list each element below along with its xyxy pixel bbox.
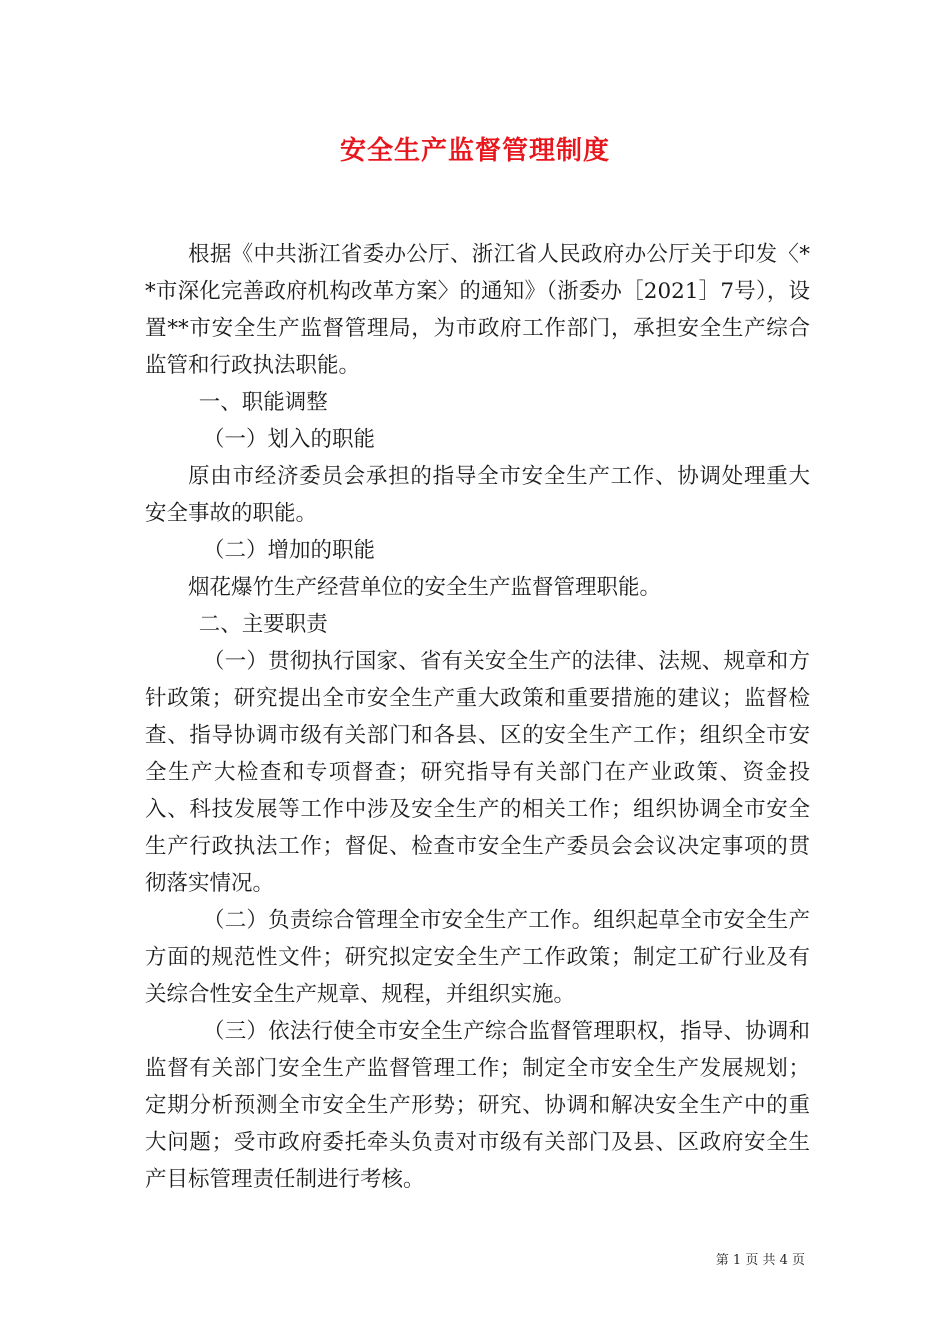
subsection-heading-1: （一）划入的职能 bbox=[203, 427, 376, 452]
document-body bbox=[145, 236, 810, 1198]
intro-paragraph: 根据《中共浙江省委办公厅、浙江省人民政府办公厅关于印发〈**市深化完善政府机构改革方案〉的通知》（浙委办［2021］7号），设置**市安全生产监督管理局，为市政府工作部门，承担安全生产综合监管和行政执法职能。 bbox=[145, 242, 810, 378]
duty-item-2: （二）负责综合管理全市安全生产工作。组织起草全市安全生产方面的规范性文件；研究拟定安全生产工作政策；制定工矿行业及有关综合性安全生产规章、规程，并组织实施。 bbox=[145, 908, 810, 1007]
body-paragraph: 原由市经济委员会承担的指导全市安全生产工作、协调处理重大安全事故的职能。 bbox=[145, 464, 810, 526]
duty-item-1: （一）贯彻执行国家、省有关安全生产的法律、法规、规章和方针政策；研究提出全市安全生产重大政策和重要措施的建议；监督检查、指导协调市级有关部门和各县、区的安全生产工作；组织全市安全生产大检查和专项督查；研究指导有关部门在产业政策、资金投入、科技发展等工作中涉及安全生产的相关工作；组织协调全市安全生产行政执法工作；督促、检查市安全生产委员会会议决定事项的贯彻落实情况。 bbox=[145, 649, 810, 896]
document-title: 安全生产监督管理制度 bbox=[339, 136, 610, 166]
section-heading-2: 二、主要职责 bbox=[198, 612, 328, 637]
body-paragraph: 烟花爆竹生产经营单位的安全生产监督管理职能。 bbox=[188, 575, 662, 600]
subsection-heading-2: （二）增加的职能 bbox=[203, 538, 376, 563]
duty-item-3: （三）依法行使全市安全生产综合监督管理职权，指导、协调和监督有关部门安全生产监督管理工作；制定全市安全生产发展规划；定期分析预测全市安全生产形势；研究、协调和解决安全生产中的重大问题；受市政府委托牵头负责对市级有关部门及县、区政府安全生产目标管理责任制进行考核。 bbox=[145, 1019, 810, 1192]
page-number: 第 1 页 共 4 页 bbox=[715, 1253, 805, 1268]
section-heading-1: 一、职能调整 bbox=[198, 390, 328, 415]
